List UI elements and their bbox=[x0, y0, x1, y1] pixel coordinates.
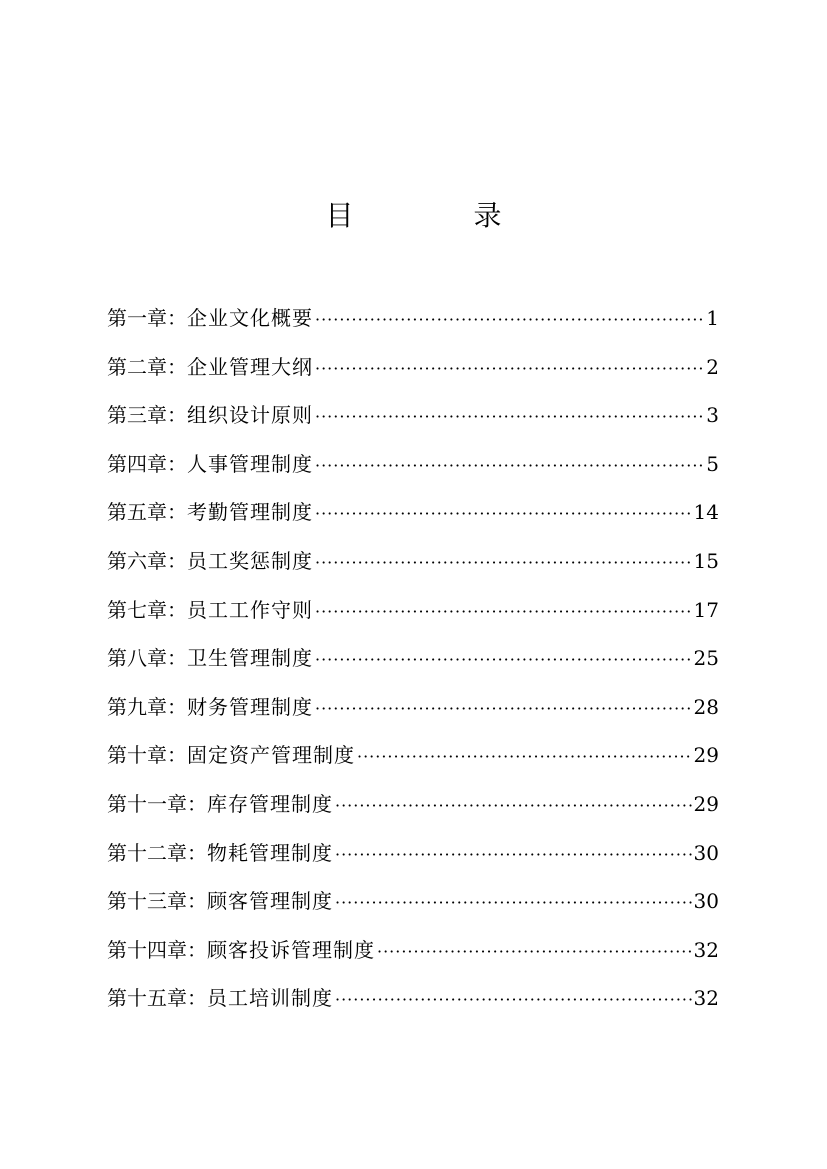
toc-chapter-label: 第四章： bbox=[107, 451, 187, 476]
toc-entry bbox=[107, 739, 719, 788]
toc-chapter-name: 物耗管理制度 bbox=[207, 840, 333, 865]
toc-chapter-label: 第九章： bbox=[107, 694, 187, 719]
toc-title: 目 录 bbox=[325, 199, 548, 232]
toc-chapter-name: 顾客管理制度 bbox=[207, 889, 333, 914]
toc-page-number: 17 bbox=[693, 597, 719, 622]
toc-entry bbox=[107, 885, 719, 934]
toc-dot-leader bbox=[377, 936, 692, 968]
toc-chapter-label: 第十一章： bbox=[107, 791, 207, 816]
toc-page-number: 28 bbox=[693, 694, 719, 719]
toc-entry bbox=[107, 302, 719, 351]
toc-dot-leader bbox=[315, 450, 704, 482]
toc-page-number: 30 bbox=[693, 840, 719, 865]
toc-chapter-label: 第十三章： bbox=[107, 889, 207, 914]
toc-chapter-label: 第七章： bbox=[107, 597, 187, 622]
toc-chapter-label: 第十章： bbox=[107, 743, 187, 768]
toc-page-number: 15 bbox=[693, 548, 719, 573]
toc-dot-leader bbox=[315, 596, 692, 628]
toc-dot-leader bbox=[315, 644, 692, 676]
toc-dot-leader bbox=[315, 547, 692, 579]
toc-chapter-name: 卫生管理制度 bbox=[187, 646, 313, 671]
toc-page-number: 32 bbox=[693, 937, 719, 962]
toc-dot-leader bbox=[335, 839, 692, 871]
toc-dot-leader bbox=[357, 741, 692, 773]
toc-entry bbox=[107, 351, 719, 400]
toc-entry bbox=[107, 837, 719, 886]
toc-chapter-name: 员工培训制度 bbox=[207, 986, 333, 1011]
toc-entry bbox=[107, 691, 719, 740]
toc-page-number: 3 bbox=[706, 403, 719, 428]
toc-list bbox=[107, 302, 719, 1031]
toc-dot-leader bbox=[335, 984, 692, 1016]
toc-entry bbox=[107, 545, 719, 594]
toc-chapter-label: 第一章： bbox=[107, 306, 187, 330]
toc-chapter-label: 第十二章： bbox=[107, 840, 207, 865]
toc-chapter-name: 库存管理制度 bbox=[207, 791, 333, 816]
toc-page-number: 32 bbox=[693, 986, 719, 1011]
toc-chapter-name: 员工奖惩制度 bbox=[187, 548, 313, 573]
toc-entry bbox=[107, 788, 719, 837]
toc-chapter-name: 财务管理制度 bbox=[187, 694, 313, 719]
toc-chapter-name: 顾客投诉管理制度 bbox=[207, 937, 375, 962]
toc-dot-leader bbox=[315, 401, 704, 433]
toc-entry bbox=[107, 496, 719, 545]
toc-dot-leader bbox=[315, 353, 704, 385]
toc-chapter-name: 考勤管理制度 bbox=[187, 500, 313, 525]
toc-chapter-label: 第三章： bbox=[107, 403, 187, 428]
toc-dot-leader bbox=[315, 693, 692, 725]
toc-dot-leader bbox=[315, 304, 704, 336]
toc-page-number: 25 bbox=[693, 646, 719, 671]
toc-entry bbox=[107, 934, 719, 983]
toc-chapter-name: 企业管理大纲 bbox=[187, 354, 313, 379]
toc-dot-leader bbox=[335, 790, 692, 822]
toc-chapter-label: 第十四章： bbox=[107, 937, 207, 962]
toc-page-number: 2 bbox=[706, 354, 719, 379]
toc-dot-leader bbox=[335, 887, 692, 919]
toc-chapter-name: 固定资产管理制度 bbox=[187, 743, 355, 768]
toc-entry bbox=[107, 982, 719, 1031]
toc-chapter-name: 员工工作守则 bbox=[187, 597, 313, 622]
toc-page-number: 5 bbox=[706, 451, 719, 476]
toc-page-number: 29 bbox=[693, 791, 719, 816]
toc-chapter-name: 组织设计原则 bbox=[187, 403, 313, 428]
toc-chapter-label: 第二章： bbox=[107, 354, 187, 379]
toc-chapter-label: 第十五章： bbox=[107, 986, 207, 1011]
toc-page-number: 29 bbox=[693, 743, 719, 768]
toc-dot-leader bbox=[315, 498, 692, 530]
toc-page-number: 30 bbox=[693, 889, 719, 914]
toc-chapter-name: 企业文化概要 bbox=[187, 306, 313, 330]
toc-page-number: 1 bbox=[706, 306, 719, 330]
toc-entry bbox=[107, 594, 719, 643]
toc-entry bbox=[107, 399, 719, 448]
toc-chapter-label: 第八章： bbox=[107, 646, 187, 671]
toc-chapter-label: 第五章： bbox=[107, 500, 187, 525]
toc-entry bbox=[107, 642, 719, 691]
toc-chapter-name: 人事管理制度 bbox=[187, 451, 313, 476]
toc-entry bbox=[107, 448, 719, 497]
toc-page-number: 14 bbox=[693, 500, 719, 525]
toc-chapter-label: 第六章： bbox=[107, 548, 187, 573]
